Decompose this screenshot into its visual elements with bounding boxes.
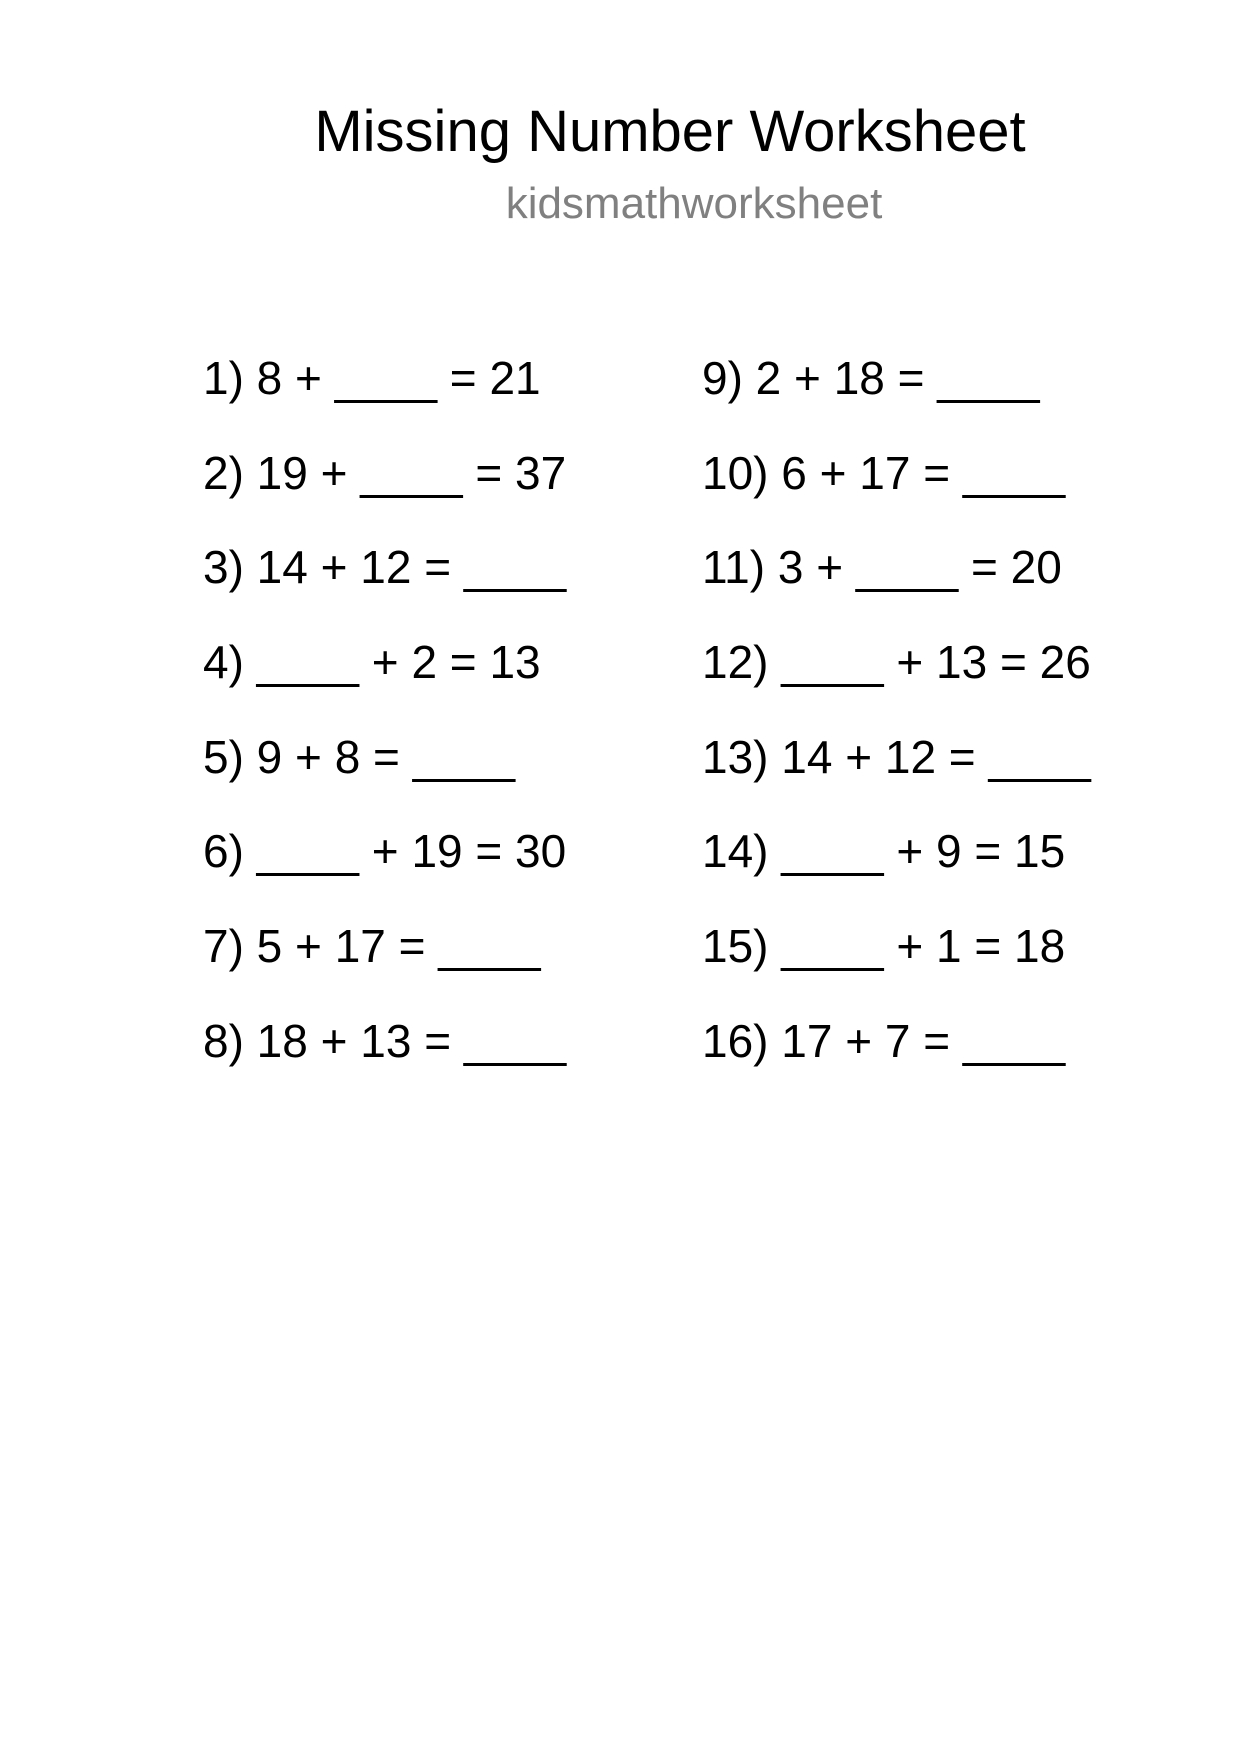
page-subtitle: kidsmathworksheet xyxy=(505,179,883,228)
problem-12: 12) ____ + 13 = 26 xyxy=(702,636,1091,688)
problem-8: 8) 18 + 13 = ____ xyxy=(203,1015,567,1067)
page-title: Missing Number Worksheet xyxy=(314,99,1026,164)
problem-10: 10) 6 + 17 = ____ xyxy=(702,447,1066,499)
problem-15: 15) ____ + 1 = 18 xyxy=(702,920,1066,972)
problem-3: 3) 14 + 12 = ____ xyxy=(203,541,567,593)
problem-16: 16) 17 + 7 = ____ xyxy=(702,1015,1066,1067)
problem-4: 4) ____ + 2 = 13 xyxy=(203,636,541,688)
problem-6: 6) ____ + 19 = 30 xyxy=(203,825,567,877)
problem-14: 14) ____ + 9 = 15 xyxy=(702,825,1066,877)
problem-2: 2) 19 + ____ = 37 xyxy=(203,447,567,499)
problem-9: 9) 2 + 18 = ____ xyxy=(702,352,1040,404)
problem-11: 11) 3 + ____ = 20 xyxy=(702,541,1062,593)
problem-13: 13) 14 + 12 = ____ xyxy=(702,731,1091,783)
problem-1: 1) 8 + ____ = 21 xyxy=(203,352,541,404)
problem-5: 5) 9 + 8 = ____ xyxy=(203,731,516,783)
problem-7: 7) 5 + 17 = ____ xyxy=(203,920,541,972)
